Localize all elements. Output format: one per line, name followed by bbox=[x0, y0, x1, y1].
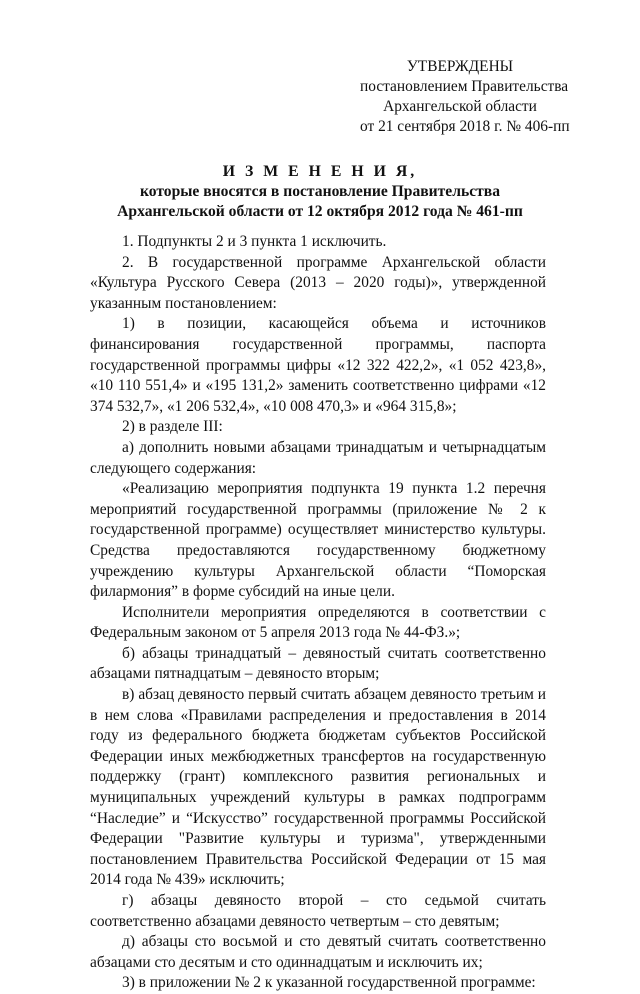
paragraph: д) абзацы сто восьмой и сто девятый считать соответственно абзацами сто десятым и сто одиннадцатым и исключить их; bbox=[90, 933, 546, 971]
heading-subtitle: Архангельской области от 12 октября 2012 года № 461-пп bbox=[117, 203, 523, 220]
heading-title: И З М Е Н Е Н И Я, bbox=[222, 163, 418, 180]
quoted-paragraph: «Реализацию мероприятия подпункта 19 пункта 1.2 перечня мероприятий государственной программы (приложение № 2 к государственной программе) осуществляет министерство культуры. Средства предоставляются государственному бюджетному учреждению культуры Архангельской области “Поморская филармония” в форме субсидий на иные цели. bbox=[90, 480, 546, 601]
paragraph: г) абзацы девяносто второй – сто седьмой считать соответственно абзацами девяносто четвертым – сто девятым; bbox=[90, 892, 546, 930]
approval-line: постановлением Правительства bbox=[360, 78, 569, 95]
approval-line: УТВЕРЖДЕНЫ bbox=[406, 58, 514, 75]
heading-subtitle: которые вносятся в постановление Правительства bbox=[139, 183, 501, 200]
document-body bbox=[90, 232, 546, 994]
paragraph: 1. Подпункты 2 и 3 пункта 1 исключить. bbox=[122, 233, 387, 250]
approval-line: от 21 сентября 2018 г. № 406-пп bbox=[360, 118, 570, 135]
paragraph: в) абзац девяносто первый считать абзацем девяносто третьим и в нем слова «Правилами распределения и предоставления в 2014 году из федерального бюджета бюджетам субъектов Российской Федерации иных межбюджетных трансфертов на государственную поддержку (грант) комплексного развития региональных и муниципальных учреждений культуры в рамках подпрограмм “Наследие” и “Искусство” государственной программы Российской Федерации "Развитие культуры и туризма", утвержденными постановлением Правительства Российской Федерации от 15 мая 2014 года № 439» исключить; bbox=[90, 686, 546, 889]
paragraph: а) дополнить новыми абзацами тринадцатым и четырнадцатым следующего содержания: bbox=[90, 438, 546, 477]
document-heading bbox=[92, 162, 548, 222]
approval-line: Архангельской области bbox=[383, 98, 537, 115]
paragraph: 3) в приложении № 2 к указанной государственной программе: bbox=[122, 974, 536, 992]
paragraph: 2) в разделе III: bbox=[122, 418, 223, 436]
paragraph: 2. В государственной программе Архангельской области «Культура Русского Севера (2013 – 2020 годы)», утвержденной указанным постановлением: bbox=[90, 253, 546, 312]
approval-stamp bbox=[360, 57, 570, 137]
paragraph: б) абзацы тринадцатый – девяностый считать соответственно абзацами пятнадцатым – девяносто вторым; bbox=[90, 644, 546, 683]
quoted-paragraph: Исполнители мероприятия определяются в соответствии с Федеральным законом от 5 апреля 2013 года № 44-ФЗ.»; bbox=[90, 603, 546, 642]
paragraph: 1) в позиции, касающейся объема и источников финансирования государственной программы, паспорта государственной программы цифры «12 322 422,2», «1 052 423,8», «10 110 551,4» и «195 131,2» заменить соответственно цифрами «12 374 532,7», «1 206 532,4», «10 008 470,3» и «964 315,8»; bbox=[90, 315, 546, 415]
